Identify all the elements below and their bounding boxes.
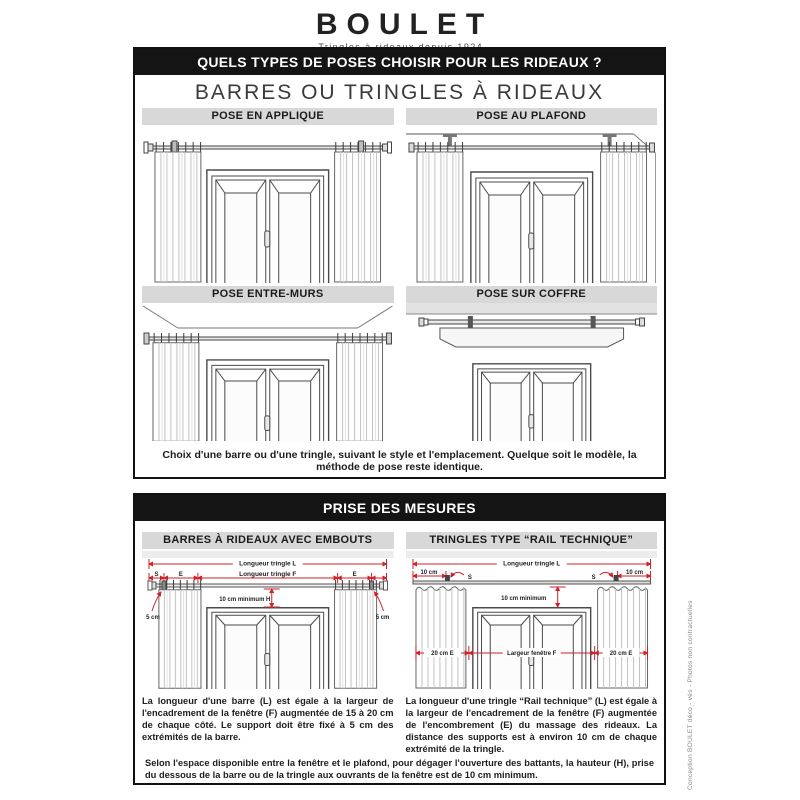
poses-caption: Choix d'une barre ou d'une tringle, suivant le style et l'emplacement. Quelque soit le modèle, la méthode de pose reste identique. [162,449,637,473]
brand-name: BOULET [315,8,494,41]
label-largeur-fenetre-F: Largeur fenêtre F [506,650,556,658]
mesures-right-paragraph: La longueur d'une tringle “Rail technique” (L) est égale à la largeur de l'encadrement de la fenêtre (F) augmentée de l'encombrement (E) du massage des rideaux. La distance des supports est à environ 10 cm de chaque extrémité de la tringle. [405,696,657,755]
panel-header-coffre: POSE SUR COFFRE [406,286,658,303]
label-longueur-tringle-L: Longueur tringle L [502,560,560,568]
panel-header-plafond: POSE AU PLAFOND [406,108,658,125]
illustration-pose-sur-coffre [406,303,658,441]
panel-pose-entre-murs [142,286,394,441]
panel-pose-au-plafond [406,108,658,283]
panel-pose-en-applique [142,108,394,283]
diagram-barre-embouts [142,551,394,689]
illustration-pose-en-applique [142,125,394,283]
label-5cm-right: 5 cm [375,614,390,622]
label-10cm-right: 10 cm [625,569,643,577]
label-longueur-tringle-L: Longueur tringle L [239,560,297,568]
label-longueur-tringle-F: Longueur tringle F [239,570,297,579]
section-mesures [133,493,666,785]
mesures-columns [135,521,664,755]
label-10cm-minimum: 10 cm minimum [500,595,546,603]
label-S-right: S [591,574,596,582]
label-E-right: E [352,571,357,579]
mesures-right-header: TRINGLES TYPE “RAIL TECHNIQUE” [406,532,658,549]
section-poses-title: BARRES OU TRINGLES À RIDEAUX [194,81,605,104]
mesures-left-header: BARRES À RIDEAUX AVEC EMBOUTS [142,532,394,549]
section-mesures-banner: PRISE DES MESURES [135,495,664,521]
label-20cm-E-right: 20 cm E [609,650,632,658]
section-poses-banner: QUELS TYPES DE POSES CHOISIR POUR LES RIDEAUX ? [135,49,664,75]
panel-header-applique: POSE EN APPLIQUE [142,108,394,125]
label-E-left: E [178,571,183,579]
illustration-pose-entre-murs [142,303,394,441]
label-10cm-minimum-H: 10 cm minimum H [219,596,271,604]
label-S: S [154,571,159,579]
mesures-left-column [142,532,394,755]
label-S-left: S [467,574,472,582]
pose-panels-row2 [135,286,664,441]
panel-header-entre-murs: POSE ENTRE-MURS [142,286,394,303]
brand-logo [0,8,800,52]
label-20cm-E-left: 20 cm E [430,650,454,658]
section-poses [133,47,666,479]
mesures-left-paragraph: La longueur d'une barre (L) est égale à la largeur de l'encadrement de la fenêtre (F) augmentée de 15 à 20 cm de chaque côté. Le support doit être fixé à 5 cm des extrémités de la barre. [142,696,394,743]
pose-panels-row1 [135,108,664,283]
mesures-right-column [406,532,658,755]
panel-pose-sur-coffre [406,286,658,441]
label-5cm-left: 5 cm [146,614,160,622]
credit-vertical-text: Conception BOULET déco - vés - Photos non contractuelles [687,600,694,790]
label-10cm-left: 10 cm [419,569,437,577]
illustration-pose-au-plafond [406,125,658,283]
diagram-rail-technique [406,551,658,689]
mesures-footer-paragraph: Selon l'espace disponible entre la fenêtre et le plafond, pour dégager l'ouverture des battants, la hauteur (H), prise du dessous de la barre ou de la tringle aux ouvrants de la fenêtre est de 10 cm minimum. [145,758,654,781]
